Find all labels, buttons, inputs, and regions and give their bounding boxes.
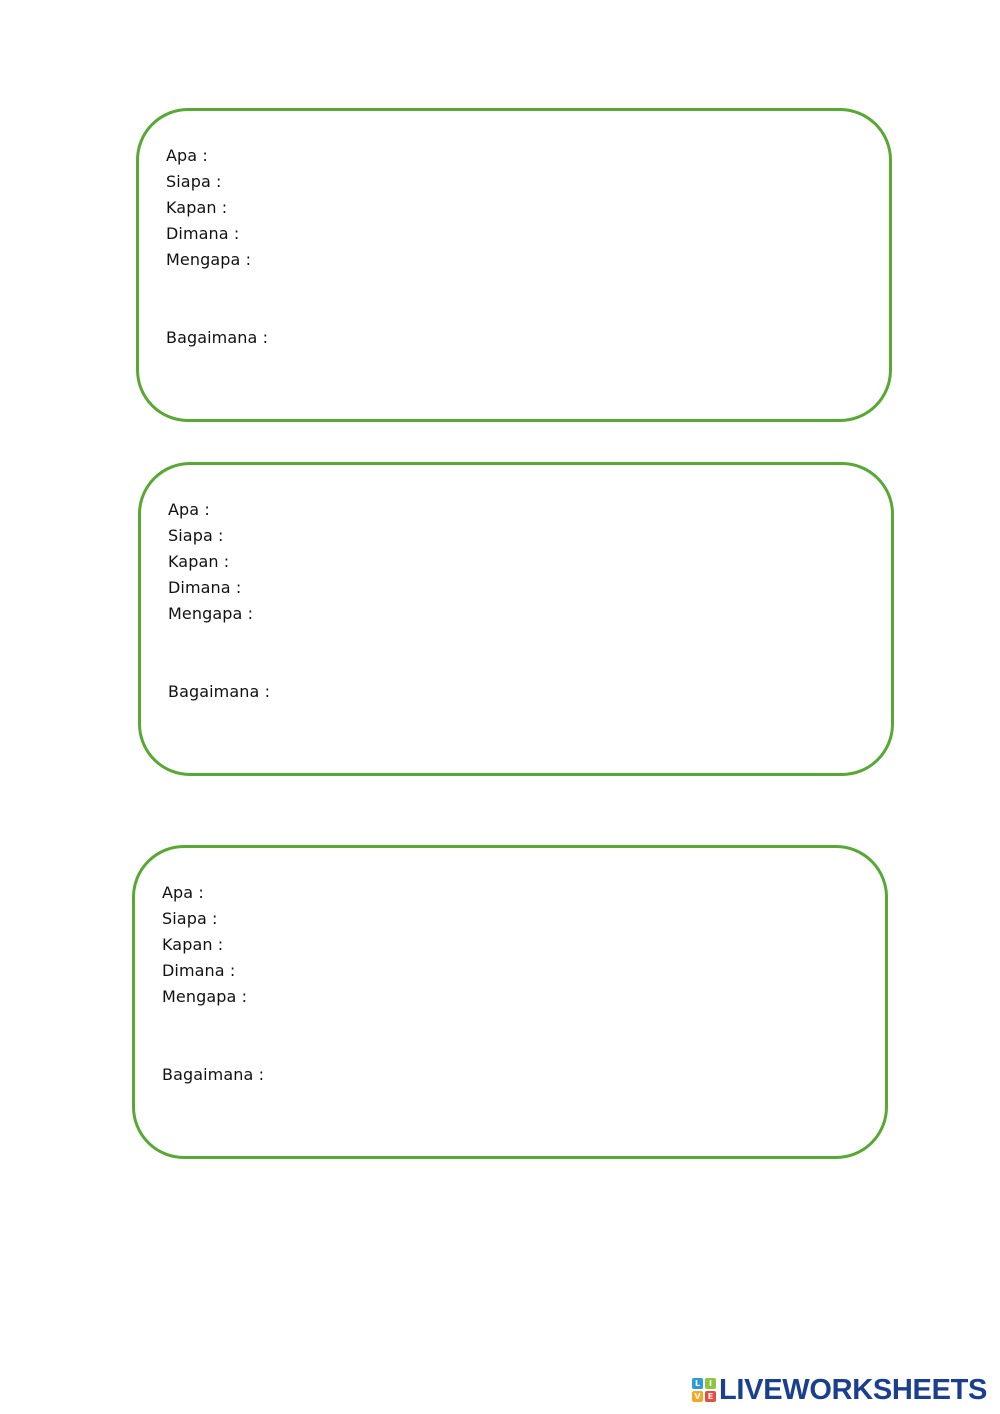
logo-mark-letter: V	[692, 1391, 703, 1402]
logo-mark-letter: E	[705, 1391, 716, 1402]
logo-mark-letter: L	[692, 1378, 703, 1389]
field-label-kapan: Kapan :	[168, 552, 230, 571]
liveworksheets-logo	[692, 1374, 987, 1406]
field-label-dimana: Dimana :	[162, 961, 236, 980]
question-card-3	[132, 845, 888, 1159]
field-label-bagaimana: Bagaimana :	[166, 328, 269, 347]
field-label-dimana: Dimana :	[168, 578, 242, 597]
field-label-mengapa: Mengapa :	[166, 250, 252, 269]
field-label-apa: Apa :	[162, 883, 204, 902]
field-label-bagaimana: Bagaimana :	[168, 682, 271, 701]
field-label-kapan: Kapan :	[166, 198, 228, 217]
liveworksheets-logo-icon	[692, 1378, 716, 1402]
field-label-kapan: Kapan :	[162, 935, 224, 954]
field-label-siapa: Siapa :	[162, 909, 218, 928]
field-label-siapa: Siapa :	[168, 526, 224, 545]
field-label-mengapa: Mengapa :	[168, 604, 254, 623]
question-card-1	[136, 108, 892, 422]
brand-wordmark: LIVEWORKSHEETS	[719, 1374, 988, 1406]
field-label-apa: Apa :	[168, 500, 210, 519]
field-label-bagaimana: Bagaimana :	[162, 1065, 265, 1084]
field-label-mengapa: Mengapa :	[162, 987, 248, 1006]
field-label-siapa: Siapa :	[166, 172, 222, 191]
question-card-2	[138, 462, 894, 776]
field-label-apa: Apa :	[166, 146, 208, 165]
field-label-dimana: Dimana :	[166, 224, 240, 243]
logo-mark-letter: I	[705, 1378, 716, 1389]
